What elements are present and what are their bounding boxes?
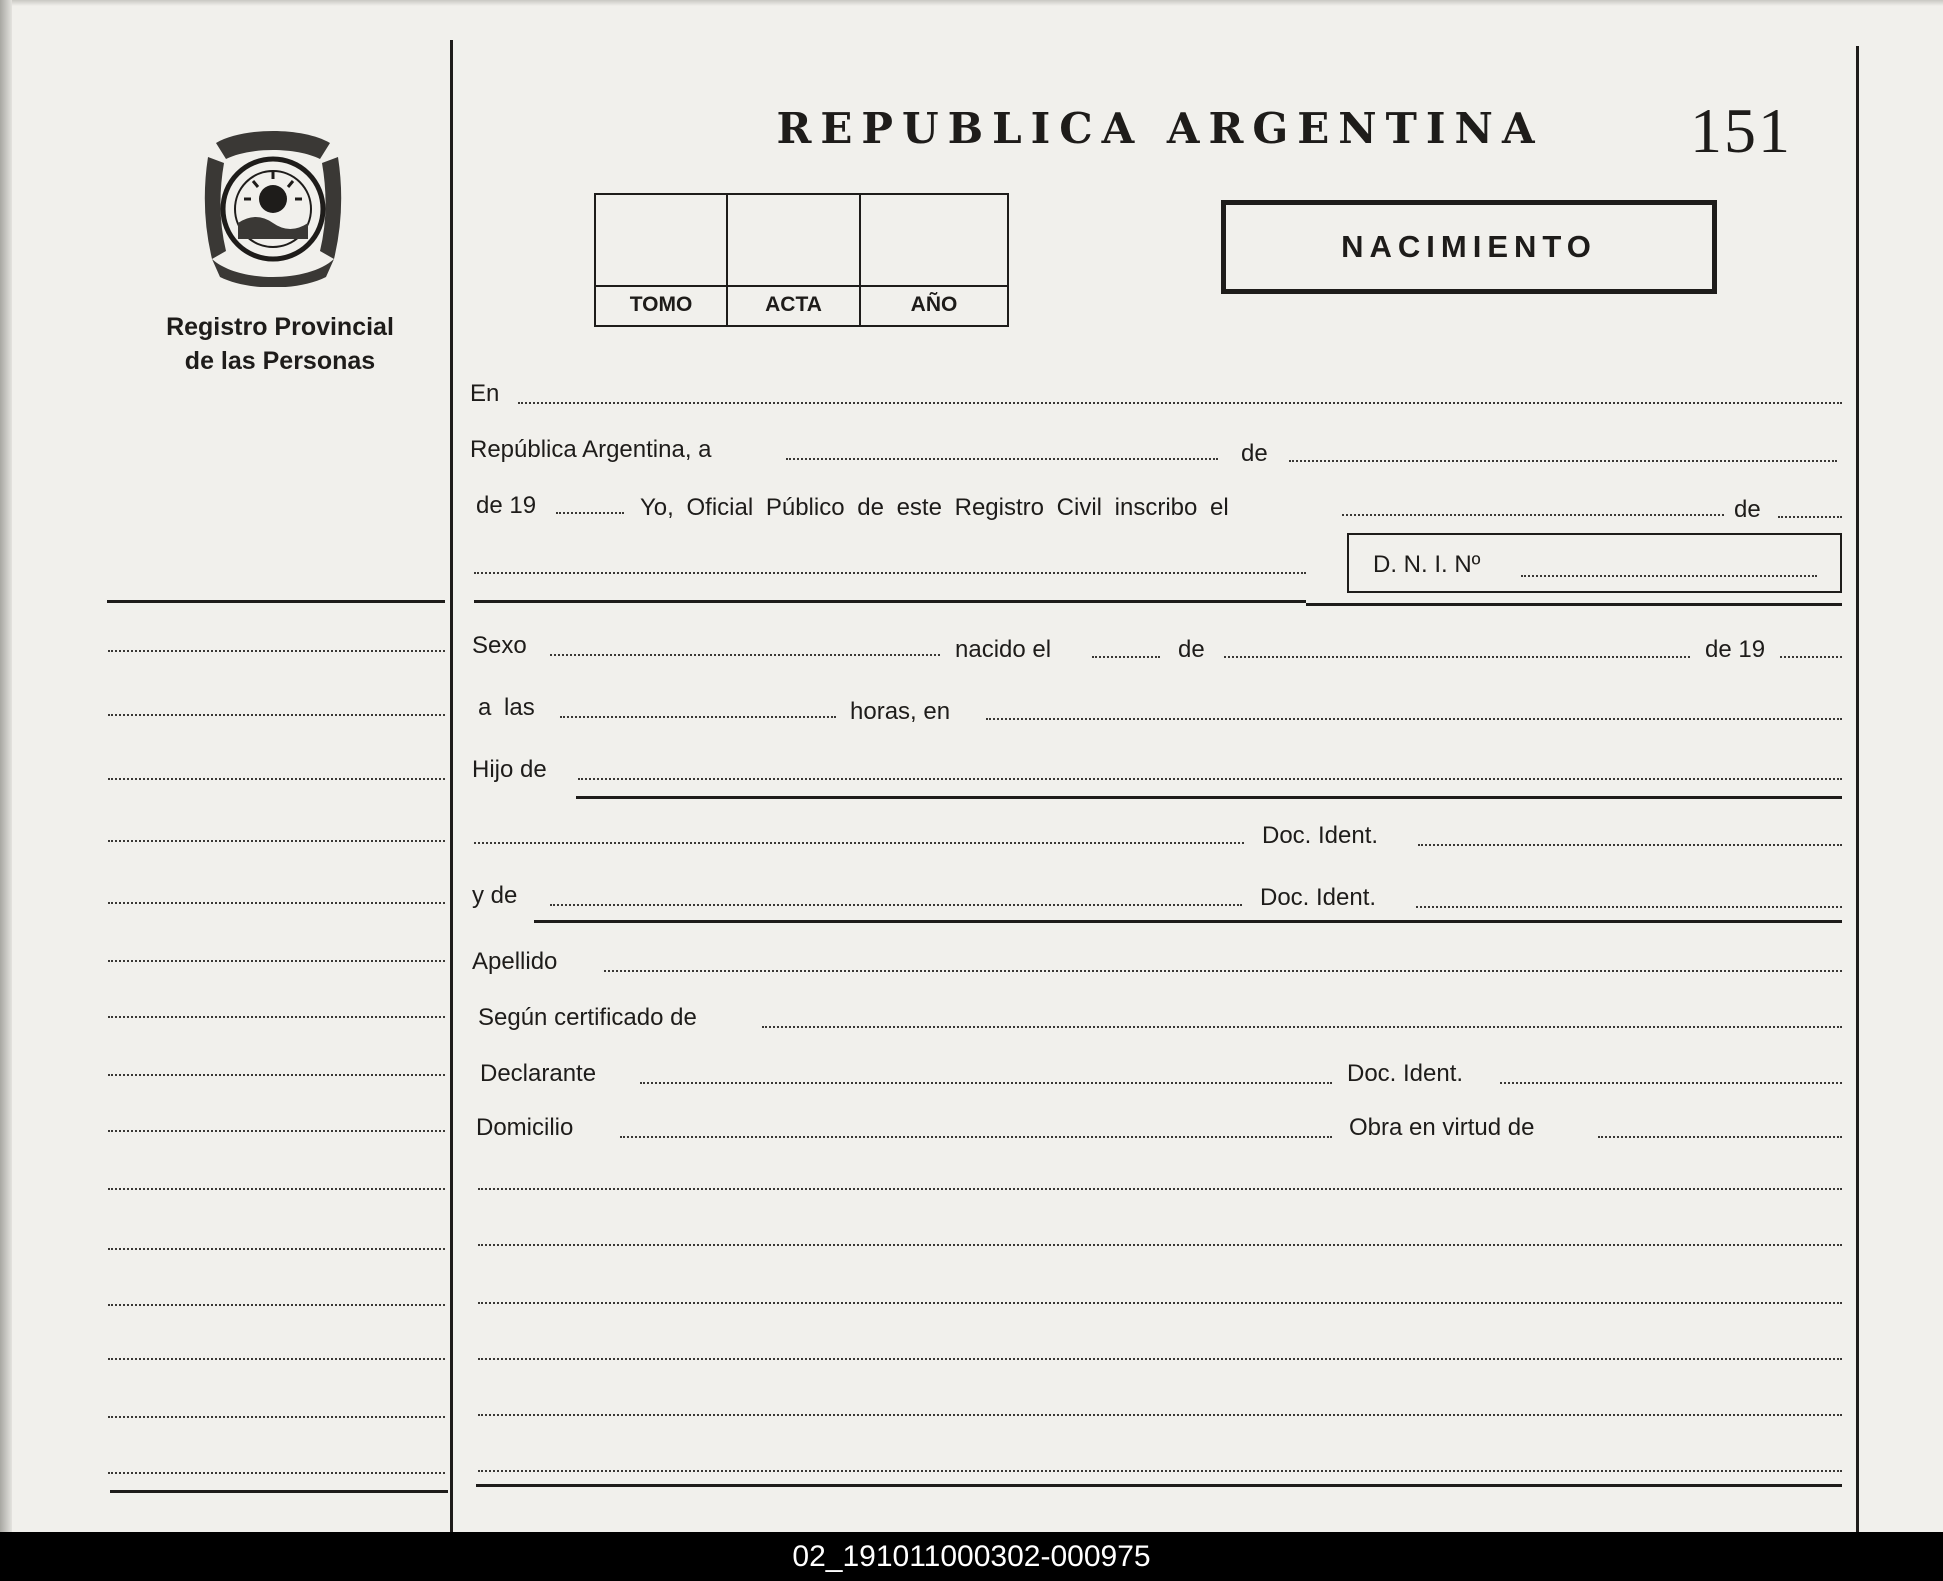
label-obra-en-virtud: Obra en virtud de: [1349, 1114, 1535, 1141]
label-doc-ident: Doc. Ident.: [1260, 884, 1377, 911]
image-code-footer: 02_191011000302-000975: [0, 1532, 1943, 1581]
field-year[interactable]: [556, 512, 624, 514]
margin-line: [108, 1016, 445, 1018]
bottom-rule: [476, 1484, 1842, 1487]
margin-line: [108, 1304, 445, 1306]
dni-box: [1347, 533, 1842, 593]
field-father-name[interactable]: [578, 778, 1842, 780]
section-rule: [534, 920, 1842, 923]
field-obra-en-virtud[interactable]: [1598, 1136, 1842, 1138]
field-child-name[interactable]: [474, 572, 1306, 574]
notes-line[interactable]: [478, 1414, 1842, 1416]
label-de19: de 19: [476, 492, 537, 519]
field-birth-year[interactable]: [1780, 656, 1842, 658]
registry-name-line1: Registro Provincial: [166, 313, 394, 341]
acta-label: ACTA: [765, 293, 822, 316]
margin-line: [108, 840, 445, 842]
label-a-las: a las: [478, 694, 535, 721]
label-yo-oficial: Yo, Oficial Público de este Registro Civil inscribo el: [640, 494, 1229, 521]
page-left-edge: [0, 0, 12, 1532]
label-en: En: [470, 380, 500, 407]
registry-name-line2: de las Personas: [184, 347, 376, 375]
tomo-label: TOMO: [629, 293, 693, 316]
margin-line: [108, 1248, 445, 1250]
field-apellido[interactable]: [604, 970, 1842, 972]
field-birth-month[interactable]: [1224, 656, 1690, 658]
margin-line: [108, 1074, 445, 1076]
field-domicilio[interactable]: [620, 1136, 1332, 1138]
field-father-line2[interactable]: [474, 842, 1244, 844]
label-domicilio: Domicilio: [476, 1114, 574, 1141]
field-inscription-month[interactable]: [1778, 516, 1842, 518]
section-rule: [576, 796, 1842, 799]
left-column-divider: [450, 40, 453, 1532]
field-birth-day[interactable]: [1092, 656, 1160, 658]
field-declarante[interactable]: [640, 1082, 1332, 1084]
label-republica-a: República Argentina, a: [470, 436, 712, 463]
label-doc-ident: Doc. Ident.: [1347, 1060, 1464, 1087]
label-de: de: [1178, 636, 1205, 663]
field-month[interactable]: [1289, 460, 1837, 462]
margin-line: [108, 1188, 445, 1190]
label-dni: D. N. I. Nº: [1373, 551, 1481, 578]
margin-line: [108, 1416, 445, 1418]
label-hijo-de: Hijo de: [472, 756, 547, 783]
notes-line[interactable]: [478, 1358, 1842, 1360]
provincial-seal: [198, 131, 348, 287]
anio-label: AÑO: [910, 293, 958, 316]
label-sexo: Sexo: [472, 632, 527, 659]
notes-line[interactable]: [478, 1188, 1842, 1190]
margin-rule: [107, 600, 445, 603]
margin-line: [108, 714, 445, 716]
field-father-doc[interactable]: [1418, 844, 1842, 846]
record-type-box: NACIMIENTO: [1221, 200, 1717, 294]
margin-line: [108, 778, 445, 780]
notes-line[interactable]: [478, 1302, 1842, 1304]
label-de: de: [1734, 496, 1761, 523]
field-declarante-doc[interactable]: [1500, 1082, 1842, 1084]
label-apellido: Apellido: [472, 948, 558, 975]
field-certificado[interactable]: [762, 1026, 1842, 1028]
registry-name: [130, 310, 430, 378]
field-day[interactable]: [786, 458, 1218, 460]
section-rule: [1306, 603, 1842, 606]
notes-line[interactable]: [478, 1244, 1842, 1246]
label-segun-certificado: Según certificado de: [478, 1004, 697, 1031]
field-inscription-date[interactable]: [1342, 514, 1724, 516]
record-reference-boxes: [594, 193, 1009, 327]
label-horas-en: horas, en: [850, 698, 951, 725]
margin-line: [108, 1358, 445, 1360]
page-title: REPUBLICA ARGENTINA: [776, 104, 1544, 153]
label-de: de: [1241, 440, 1268, 467]
margin-line: [108, 1472, 445, 1474]
field-dni[interactable]: [1521, 575, 1817, 577]
field-hour[interactable]: [560, 716, 836, 718]
box-caption-rule: [596, 285, 1007, 287]
margin-line: [108, 960, 445, 962]
serial-number: 151: [1690, 95, 1792, 166]
margin-line: [108, 650, 445, 652]
field-mother-doc[interactable]: [1416, 906, 1842, 908]
notes-line[interactable]: [478, 1470, 1842, 1472]
section-rule: [474, 600, 1306, 603]
label-doc-ident: Doc. Ident.: [1262, 822, 1379, 849]
right-border: [1856, 46, 1859, 1532]
label-nacido-el: nacido el: [955, 636, 1052, 663]
field-mother-name[interactable]: [550, 904, 1242, 906]
margin-line: [108, 1130, 445, 1132]
label-declarante: Declarante: [480, 1060, 597, 1087]
label-y-de: y de: [472, 882, 518, 909]
page-top-edge: [0, 0, 1943, 6]
field-birth-place[interactable]: [986, 718, 1842, 720]
margin-line: [108, 902, 445, 904]
margin-rule: [110, 1490, 448, 1493]
field-en[interactable]: [518, 402, 1842, 404]
field-sexo[interactable]: [550, 654, 940, 656]
label-de19: de 19: [1705, 636, 1766, 663]
